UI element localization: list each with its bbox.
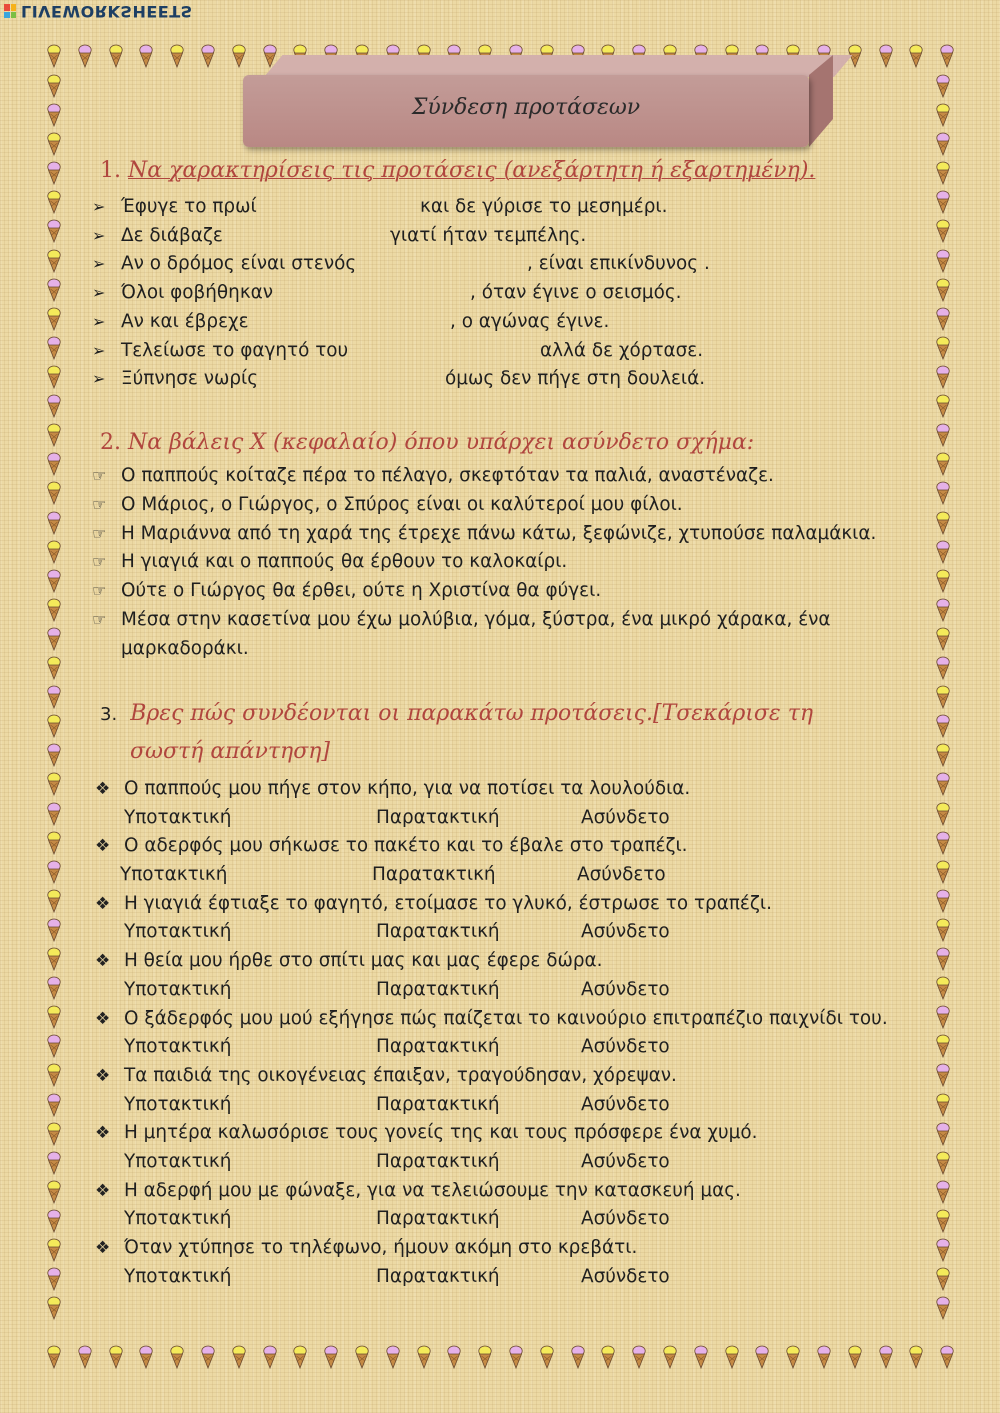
question-sentence: Όταν χτύπησε το τηλέφωνο, ήμουν ακόμη στο κρεβάτι. (124, 1237, 638, 1259)
page-title: Σύνδεση προτάσεων (411, 94, 641, 120)
answer-option-asyndeto[interactable]: Ασύνδετο (581, 806, 670, 828)
ice-cream-cone-icon (232, 1345, 246, 1369)
ice-cream-cone-icon (47, 889, 61, 913)
sentence-right-part: , όταν έγινε ο σεισμός. (470, 282, 682, 304)
ice-cream-cone-icon (47, 1180, 61, 1204)
ice-cream-cone-icon (540, 1345, 554, 1369)
ice-cream-cone-icon (47, 860, 61, 884)
ice-cream-cone-icon (447, 1345, 461, 1369)
ice-cream-cone-icon (47, 1238, 61, 1262)
ice-cream-cone-icon (47, 511, 61, 535)
ice-cream-cone-icon (47, 918, 61, 942)
answer-option-ypotaktiki[interactable]: Υποτακτική (124, 1265, 232, 1287)
ice-cream-cone-icon (293, 1345, 307, 1369)
section-1-number: 1. (100, 158, 121, 183)
answer-option-paratatktiki[interactable]: Παρατακτική (376, 921, 500, 943)
sentence-left-part: Αν ο δρόμος είναι στενός (121, 253, 357, 275)
ice-cream-cone-icon (936, 423, 950, 447)
arrowhead-bullet-icon: ➢ (92, 340, 106, 360)
ice-cream-cone-icon (47, 976, 61, 1000)
ice-cream-cone-icon (936, 1267, 950, 1291)
four-diamond-bullet-icon: ❖ (95, 779, 111, 799)
ice-cream-cone-icon (47, 394, 61, 418)
ice-cream-cone-icon (936, 772, 950, 796)
ice-cream-cone-icon (386, 1345, 400, 1369)
sentence-left-part: Δε διάβαζε (121, 224, 223, 246)
ice-cream-cone-icon (909, 44, 923, 68)
answer-option-asyndeto[interactable]: Ασύνδετο (581, 1093, 670, 1115)
pointing-hand-icon: ☞ (92, 552, 107, 572)
sentence-right-part: αλλά δε χόρτασε. (540, 339, 704, 361)
arrowhead-bullet-icon: ➢ (92, 283, 106, 303)
ice-cream-cone-icon (78, 1345, 92, 1369)
four-diamond-bullet-icon: ❖ (95, 1008, 111, 1029)
ice-cream-cone-icon (936, 714, 950, 738)
ice-cream-cone-icon (47, 569, 61, 593)
answer-option-ypotaktiki[interactable]: Υποτακτική (124, 1093, 232, 1115)
question-sentence: Η αδερφή μου με φώναξε, για να τελειώσουμε την κατασκευή μας. (124, 1179, 741, 1201)
four-diamond-bullet-icon: ❖ (95, 1123, 111, 1144)
answer-option-asyndeto[interactable]: Ασύνδετο (581, 978, 670, 1000)
ice-cream-cone-icon (936, 161, 950, 185)
ice-cream-cone-icon (936, 103, 950, 127)
ice-cream-cone-icon (47, 423, 61, 447)
ice-cream-cone-icon (936, 1180, 950, 1204)
ice-cream-cone-icon (47, 307, 61, 331)
ice-cream-cone-icon (936, 1005, 950, 1029)
sentence-left-part: Τελείωσε το φαγητό του (121, 339, 349, 361)
arrowhead-bullet-icon: ➢ (92, 197, 106, 216)
ice-cream-cone-icon (936, 831, 950, 855)
ice-cream-cone-icon (170, 1345, 184, 1369)
four-diamond-bullet-icon: ❖ (95, 893, 111, 914)
question-sentence: Η γιαγιά έφτιαξε το φαγητό, ετοίμασε το γλυκό, έστρωσε το τραπέζι. (124, 892, 772, 914)
answer-option-paratatktiki[interactable]: Παρατακτική (376, 1208, 500, 1230)
ice-cream-cone-icon (47, 103, 61, 127)
section-1-heading-text: Να χαρακτηρίσεις τις προτάσεις (ανεξάρτητη ή εξαρτημένη). (128, 158, 816, 183)
answer-option-ypotaktiki[interactable]: Υποτακτική (120, 863, 228, 885)
ice-cream-cone-icon (936, 743, 950, 767)
ice-cream-cone-icon (47, 452, 61, 476)
ice-cream-cone-icon (936, 860, 950, 884)
ice-cream-cone-icon (909, 1345, 923, 1369)
ice-cream-cone-icon (47, 249, 61, 273)
question-sentence: Η θεία μου ήρθε στο σπίτι μας και μας έφερε δώρα. (124, 950, 603, 972)
ice-cream-cone-icon (509, 1345, 523, 1369)
ice-cream-cone-icon (47, 74, 61, 98)
asyndeton-sentence[interactable]: Μέσα στην κασετίνα μου έχω μολύβια, γόμα, ξύστρα, ένα μικρό χάρακα, ένα (121, 609, 831, 630)
ice-cream-cone-icon (47, 1122, 61, 1146)
ice-cream-cone-icon (355, 1345, 369, 1369)
four-diamond-bullet-icon: ❖ (95, 1180, 111, 1201)
ice-cream-cone-icon (936, 598, 950, 622)
ice-cream-cone-icon (109, 1345, 123, 1369)
answer-option-ypotaktiki[interactable]: Υποτακτική (124, 1150, 232, 1172)
ice-cream-cone-icon (324, 1345, 338, 1369)
pointing-hand-icon: ☞ (92, 610, 107, 629)
ice-cream-cone-icon (879, 44, 893, 68)
sentence-left-part: Ξύπνησε νωρίς (121, 368, 259, 390)
ice-cream-cone-icon (936, 249, 950, 273)
ice-cream-cone-icon (417, 1345, 431, 1369)
answer-option-asyndeto[interactable]: Ασύνδετο (581, 1265, 670, 1287)
ice-cream-cone-icon (201, 1345, 215, 1369)
ice-cream-cone-icon (478, 1345, 492, 1369)
answer-option-asyndeto[interactable]: Ασύνδετο (581, 1208, 670, 1230)
ice-cream-cone-icon (936, 1034, 950, 1058)
logo-squares-icon (4, 4, 16, 18)
asyndeton-sentence[interactable]: Ούτε ο Γιώργος θα έρθει, ούτε η Χριστίνα θα φύγει. (121, 580, 602, 602)
answer-option-ypotaktiki[interactable]: Υποτακτική (124, 1208, 232, 1230)
ice-cream-cone-icon (936, 1122, 950, 1146)
ice-cream-cone-icon (47, 44, 61, 68)
four-diamond-bullet-icon: ❖ (95, 1238, 111, 1259)
ice-cream-cone-icon (725, 1345, 739, 1369)
sentence-right-part: όμως δεν πήγε στη δουλειά. (445, 368, 706, 390)
ice-cream-cone-icon (936, 481, 950, 505)
answer-option-asyndeto[interactable]: Ασύνδετο (577, 863, 666, 885)
ice-cream-cone-icon (936, 1151, 950, 1175)
ice-cream-cone-icon (47, 365, 61, 389)
arrowhead-bullet-icon: ➢ (92, 254, 106, 274)
ice-cream-cone-icon (936, 511, 950, 535)
sentence-right-part: και δε γύρισε το μεσημέρι. (420, 196, 668, 217)
question-sentence: Η μητέρα καλωσόρισε τους γονείς της και τους πρόσφερε ένα χυμό. (124, 1122, 758, 1144)
ice-cream-cone-icon (47, 161, 61, 185)
ice-cream-cone-icon (936, 976, 950, 1000)
ice-cream-cone-icon (694, 1345, 708, 1369)
arrowhead-bullet-icon: ➢ (92, 311, 106, 331)
ice-cream-cone-icon (936, 336, 950, 360)
ice-cream-cone-icon (936, 132, 950, 156)
section-3-heading-line-2: σωστή απάντηση] (130, 739, 330, 764)
pointing-hand-icon: ☞ (92, 466, 107, 485)
ice-cream-cone-icon (47, 685, 61, 709)
ice-cream-cone-icon (47, 190, 61, 214)
ice-cream-cone-icon (47, 1296, 61, 1320)
answer-option-ypotaktiki[interactable]: Υποτακτική (124, 978, 232, 1000)
ice-cream-cone-icon (47, 802, 61, 826)
ice-cream-cone-icon (936, 219, 950, 243)
ice-cream-cone-icon (47, 336, 61, 360)
answer-option-paratatktiki[interactable]: Παρατακτική (376, 1093, 500, 1115)
ice-cream-cone-icon (879, 1345, 893, 1369)
ice-cream-cone-icon (848, 1345, 862, 1369)
ice-cream-cone-icon (47, 1267, 61, 1291)
answer-option-ypotaktiki[interactable]: Υποτακτική (124, 806, 232, 828)
ice-cream-cone-icon (201, 44, 215, 68)
ice-cream-cone-icon (47, 656, 61, 680)
ice-cream-cone-icon (936, 278, 950, 302)
ice-cream-cone-icon (936, 1093, 950, 1117)
ice-cream-cone-icon (47, 1209, 61, 1233)
pointing-hand-icon: ☞ (92, 523, 107, 543)
ice-cream-cone-icon (47, 598, 61, 622)
ice-cream-cone-icon (47, 772, 61, 796)
sentence-right-part: , ο αγώνας έγινε. (450, 310, 610, 332)
question-sentence: Ο αδερφός μου σήκωσε το πακέτο και το έβαλε στο τραπέζι. (124, 835, 688, 857)
ice-cream-cone-icon (47, 947, 61, 971)
ice-cream-cone-icon (47, 1034, 61, 1058)
ice-cream-cone-icon (786, 1345, 800, 1369)
ice-cream-cone-icon (78, 44, 92, 68)
ice-cream-cone-icon (936, 918, 950, 942)
ice-cream-cone-icon (755, 1345, 769, 1369)
question-sentence: Ο παππούς μου πήγε στον κήπο, για να ποτίσει τα λουλούδια. (124, 778, 691, 799)
answer-option-asyndeto[interactable]: Ασύνδετο (581, 1150, 670, 1172)
ice-cream-cone-icon (170, 44, 184, 68)
ice-cream-cone-icon (936, 1209, 950, 1233)
ice-cream-cone-icon (47, 627, 61, 651)
section-3-heading (100, 701, 813, 726)
ice-cream-cone-icon (936, 307, 950, 331)
arrowhead-bullet-icon: ➢ (92, 369, 106, 389)
answer-option-paratatktiki[interactable]: Παρατακτική (376, 1150, 500, 1172)
arrowhead-bullet-icon: ➢ (92, 225, 106, 245)
question-sentence: Ο ξάδερφός μου μού εξήγησε πώς παίζεται το καινούριο επιτραπέζιο παιχνίδι του. (124, 1007, 888, 1029)
ice-cream-cone-icon (663, 1345, 677, 1369)
sentence-right-part: γιατί ήταν τεμπέλης. (390, 224, 587, 246)
ice-cream-cone-icon (47, 714, 61, 738)
ice-cream-cone-icon (936, 889, 950, 913)
ice-cream-cone-icon (936, 627, 950, 651)
four-diamond-bullet-icon: ❖ (95, 836, 111, 857)
ice-cream-cone-icon (936, 540, 950, 564)
section-3-heading-line-1: Βρες πώς συνδέονται οι παρακάτω προτάσεις.[Τσεκάρισε τη (130, 701, 814, 726)
ice-cream-cone-icon (47, 1093, 61, 1117)
pointing-hand-icon: ☞ (92, 494, 107, 514)
ice-cream-cone-icon (936, 1296, 950, 1320)
ice-cream-cone-icon (936, 1238, 950, 1262)
ice-cream-cone-icon (571, 1345, 585, 1369)
ice-cream-cone-icon (47, 540, 61, 564)
liveworksheets-logo (4, 0, 193, 22)
ice-cream-cone-icon (47, 481, 61, 505)
answer-option-paratatktiki[interactable]: Παρατακτική (376, 978, 500, 1000)
answer-option-ypotaktiki[interactable]: Υποτακτική (124, 1036, 232, 1058)
pointing-hand-icon: ☞ (92, 581, 107, 601)
ice-cream-cone-icon (47, 132, 61, 156)
ice-cream-cone-icon (139, 44, 153, 68)
answer-option-paratatktiki[interactable]: Παρατακτική (372, 863, 496, 885)
title-box-top-face (264, 55, 852, 77)
asyndeton-sentence[interactable]: Η Μαριάννα από τη χαρά της έτρεχε πάνω κάτω, ξεφώνιζε, χτυπούσε παλαμάκια. (121, 522, 877, 544)
ice-cream-cone-icon (936, 452, 950, 476)
ice-cream-cone-icon (936, 394, 950, 418)
ice-cream-cone-icon (109, 44, 123, 68)
ice-cream-cone-icon (940, 44, 954, 68)
ice-cream-cone-icon (940, 1345, 954, 1369)
answer-option-paratatktiki[interactable]: Παρατακτική (376, 1036, 500, 1058)
four-diamond-bullet-icon: ❖ (95, 951, 111, 972)
logo-text: LIVEWORKSHEETS (21, 1, 193, 21)
ice-cream-cone-icon (936, 802, 950, 826)
ice-cream-cone-icon (47, 1005, 61, 1029)
ice-cream-cone-icon (47, 1151, 61, 1175)
sentence-left-part: Όλοι φοβήθηκαν (121, 282, 274, 304)
asyndeton-sentence[interactable]: Η γιαγιά και ο παππούς θα έρθουν το καλοκαίρι. (121, 551, 568, 573)
ice-cream-cone-icon (47, 278, 61, 302)
ice-cream-cone-icon (47, 219, 61, 243)
section-2-heading-text: Να βάλεις Χ (κεφαλαίο) όπου υπάρχει ασύνδετο σχήμα: (128, 430, 755, 455)
question-sentence: Τα παιδιά της οικογένειας έπαιξαν, τραγούδησαν, χόρεψαν. (124, 1065, 677, 1086)
ice-cream-cone-icon (263, 1345, 277, 1369)
ice-cream-cone-icon (139, 1345, 153, 1369)
asyndeton-sentence[interactable]: Ο παππούς κοίταζε πέρα το πέλαγο, σκεφτόταν τα παλιά, αναστέναζε. (121, 465, 774, 486)
answer-option-paratatktiki[interactable]: Παρατακτική (376, 1265, 500, 1287)
ice-cream-cone-icon (817, 1345, 831, 1369)
asyndeton-sentence[interactable]: μαρκαδοράκι. (121, 637, 249, 659)
section-3-number: 3. (100, 704, 118, 725)
ice-cream-cone-icon (47, 743, 61, 767)
ice-cream-cone-icon (601, 1345, 615, 1369)
ice-cream-cone-icon (632, 1345, 646, 1369)
ice-cream-cone-icon (47, 831, 61, 855)
section-2-heading (100, 430, 754, 455)
ice-cream-cone-icon (936, 190, 950, 214)
sentence-right-part: , είναι επικίνδυνος . (527, 253, 710, 275)
four-diamond-bullet-icon: ❖ (95, 1066, 111, 1086)
asyndeton-sentence[interactable]: Ο Μάριος, ο Γιώργος, ο Σπύρος είναι οι καλύτεροί μου φίλοι. (121, 493, 683, 515)
answer-option-asyndeto[interactable]: Ασύνδετο (581, 921, 670, 943)
sentence-left-part: Έφυγε το πρωί (121, 196, 257, 217)
ice-cream-cone-icon (936, 1063, 950, 1087)
sentence-left-part: Αν και έβρεχε (121, 310, 249, 332)
answer-option-asyndeto[interactable]: Ασύνδετο (581, 1036, 670, 1058)
ice-cream-cone-icon (936, 947, 950, 971)
ice-cream-cone-icon (936, 685, 950, 709)
ice-cream-cone-icon (936, 656, 950, 680)
section-1-heading (100, 158, 815, 183)
answer-option-paratatktiki[interactable]: Παρατακτική (376, 806, 500, 828)
answer-option-ypotaktiki[interactable]: Υποτακτική (124, 921, 232, 943)
ice-cream-cone-icon (47, 1063, 61, 1087)
ice-cream-cone-icon (936, 74, 950, 98)
ice-cream-cone-icon (936, 365, 950, 389)
ice-cream-cone-icon (936, 569, 950, 593)
section-2-number: 2. (100, 430, 121, 455)
ice-cream-cone-icon (232, 44, 246, 68)
ice-cream-cone-icon (47, 1345, 61, 1369)
